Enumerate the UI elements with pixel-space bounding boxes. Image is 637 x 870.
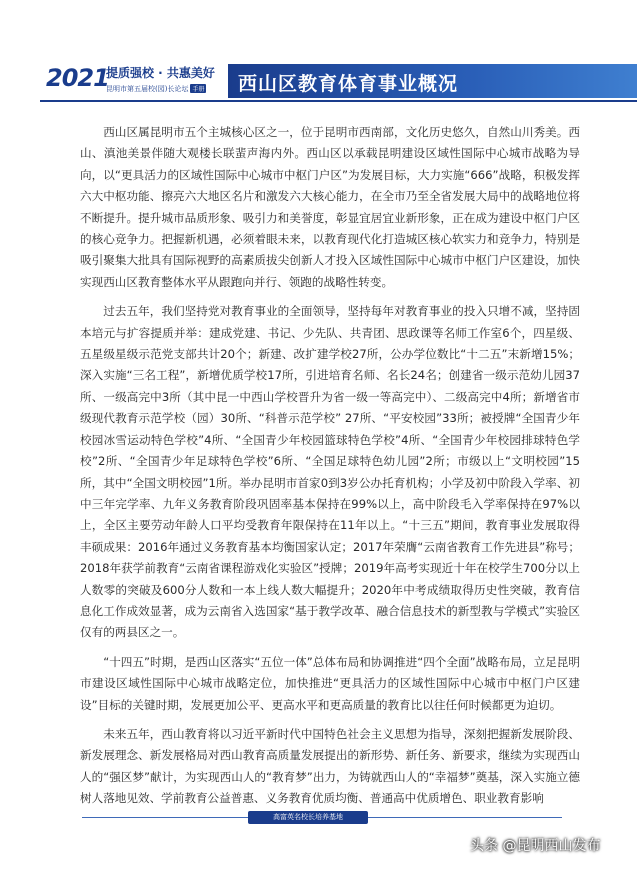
header-divider [40,100,637,102]
forum-name [106,84,206,94]
source-watermark: 头条 @昆明西山发布 [470,838,601,854]
page-title: 西山区教育体育事业概况 [238,73,459,95]
paragraph-next-five-years: 未来五年，西山教育将以习近平新时代中国特色社会主义思想为指导，深刻把握新发展阶段、新发展理念、新发展格局对西山教育高质量发展提出的新形势、新任务、新要求，继续为实现西山人的“强区梦”献计，为实现西山人的“教育梦”出力，为铸就西山人的“幸福梦”奠基，深入实施立德树人落地见效、学前教育公益普惠、义务教育优质均衡、普通高中优质增色、职业教育影响 [80,726,580,806]
article-body [80,122,580,818]
header-title-bar [228,64,637,98]
header-slogan: 提质强校 · 共惠美好 [106,66,215,80]
year-logo: 2021 [46,64,109,92]
paragraph-intro: 西山区属昆明市五个主城核心区之一，位于昆明市西南部，文化历史悠久，自然山川秀美。西山、滇池美景伴随大观楼长联蜚声海内外。西山区以承载昆明建设区域性国际中心城市战略为导向，以“更具活力的区域性国际中心城市中枢门户区”为发展目标，大力实施“666”战略，积极发挥六大中枢功能、擦亮六大地区名片和激发六大核心能力，在全市乃至全省发展大局中的战略地位将不断提升。提升城市品质形象、吸引力和美誉度，彰显宜居宜业新形象，正在成为建设中枢门户区的核心竞争力。把握新机遇，必须着眼未来，以教育现代化打造城区核心软实力和竞争力，特别是吸引聚集大批具有国际视野的高素质拔尖创新人才投入区域性国际中心城市中枢门户区建设，加快实现西山区教育整体水平从跟跑向并行、领跑的战略性转变。 [80,125,580,289]
page-header [0,60,637,102]
paragraph-past-five-years: 过去五年，我们坚持党对教育事业的全面领导，坚持每年对教育事业的投入只增不减，坚持固本培元与扩容提质并举：建成党建、书记、少先队、共青团、思政课等名师工作室6个，四星级、五星级星级示范党支部共计20个；新建、改扩建学校27所，公办学位数比“十二五”末新增15%；深入实施“三名工程”，新增优质学校17所，引进培育名师、名长24名；创建省一级示范幼儿园37所、一级高完中3所（其中昆一中西山学校晋升为省一级一等高完中）、二级高完中4所；新增省市级现代教育示范学校（园）30所、“科普示范学校” 27所、“平安校园”33所；被授牌“全国青少年校园冰雪运动特色学校”4所、“全国青少年校园篮球特色学校”4所、“全国青少年校园排球特色学校”2所、“全国青少年足球特色学校”6所、“全国足球特色幼儿园”2所；市级以上“文明校园”15所，其中“全国文明校园”1所。举办昆明市首家0到3岁公办托育机构；小学及初中阶段入学率、初中三年完学率、九年义务教育阶段巩固率基本保持在99%以上，高中阶段毛入学率保持在97%以上，全区主要劳动年龄人口平均受教育年限保持在11年以上。“十三五”期间，教育事业发展取得丰硕成果：2016年通过义务教育基本均衡国家认定；2017年荣膺“云南省教育工作先进县”称号；2018年获学前教育“云南省课程游戏化实验区”授牌；2019年高考实现近十年在校学生700分以上人数零的突破及600分人数和一本上线人数大幅提升；2020年中考成绩取得历史性突破，教育信息化工作成效显著，成为云南省入选国家“基于教学改革、融合信息技术的新型教与学模式”实验区仅有的两县区之一。 [80,304,580,640]
header-brand [40,60,246,102]
paragraph-fourteenth-plan: “十四五”时期，是西山区落实“五位一体”总体布局和协调推进“四个全面”战略布局，立足昆明市建设区域性国际中心城市战略定位，加快推进“更具活力的区域性国际中心城市中枢门户区建设”目标的关键时期，发展更加公平、更高水平和更高质量的教育比以往任何时候都更为迫切。 [80,654,580,712]
forum-name-text: 昆明市第五届校(园)长论坛 [106,85,189,93]
footer-label-bar [248,811,368,824]
footer-label: 高富英名校长培养基地 [273,813,343,821]
handbook-badge: 手册 [192,86,205,93]
